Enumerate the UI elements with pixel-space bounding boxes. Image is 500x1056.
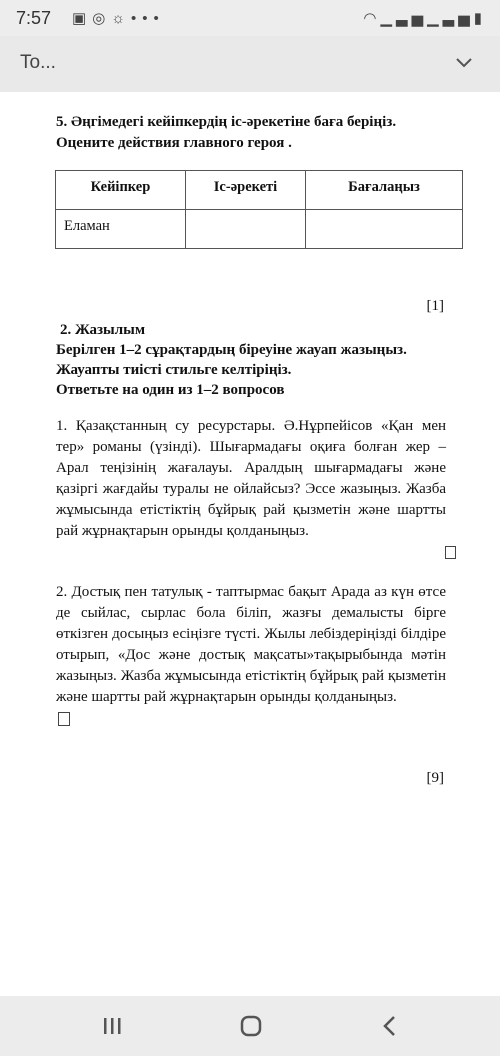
score-mark-1: [1] <box>426 298 444 314</box>
more-icon: ••• <box>131 10 165 27</box>
wifi-icon: ◠ <box>363 10 381 27</box>
question-5-kz: 5. Әңгімедегі кейіпкердің іс-әрекетіне баға беріңіз. <box>56 114 397 130</box>
app-bar-title: To... <box>20 52 56 73</box>
status-icons-left <box>72 9 165 27</box>
table-header-cell: Іс-әрекеті <box>186 171 306 210</box>
task-1-paragraph: 1. Қазақстанның су ресурстары. Ә.Нұрпейісов «Қан мен тер» романы (үзінді). Шығармадағы оқиға болған жер – Арал теңізінің жағалауы. Аралдың шығармадағы және қазіргі жағдайы туралы не ойлайсыз? Эссе жазыңыз. Жазба жұмысында етістіктің бұйрық рай қызметін және шартты рай жұрнақтарын орынды қолданыңыз. <box>56 418 446 539</box>
task-2-text: 2. Достық пен татулық - таптырмас бақыт Арада аз күн өтсе де сыйлас, сырлас бола біліп, жазғы демалысты бірге өткізген досыңыз есіңізге түсті. Жылы лебіздеріңізді білдіре отырып, «Дос және достық мақсаты»тақырыбында мәтін жазыңыз. Жазба жұмысында етістіктің бұйрық рай қызметін және шартты рай жұрнақтарын орынды қолданыңыз. <box>56 584 446 705</box>
section-2-header <box>56 320 456 400</box>
nav-bar <box>0 996 500 1056</box>
document-page <box>0 92 500 996</box>
table-row <box>56 210 463 249</box>
checkbox-icon <box>445 546 456 559</box>
evaluation-table <box>55 170 463 249</box>
section-2-instruction-ru: Ответьте на один из 1–2 вопросов <box>56 382 285 398</box>
question-5-ru: Оцените действия главного героя . <box>56 135 292 151</box>
weather-icon: ☼ <box>111 10 132 27</box>
section-2-instruction-kz-2: Жауапты тиісті стильге келтіріңіз. <box>56 362 292 378</box>
table-cell: Еламан <box>56 210 186 249</box>
status-bar <box>0 0 500 36</box>
home-icon[interactable] <box>237 1012 265 1040</box>
table-header-cell: Бағалаңыз <box>306 171 463 210</box>
chevron-down-icon[interactable] <box>454 52 474 72</box>
section-2-title: 2. Жазылым <box>60 322 146 338</box>
recent-apps-icon[interactable] <box>98 1012 126 1040</box>
app-bar <box>0 36 500 92</box>
signal-icon: ▁▃▅ <box>380 10 428 27</box>
checkbox-icon <box>58 712 70 726</box>
signal-icon: ▁▃▅ <box>427 10 474 27</box>
score-mark-2: [9] <box>426 770 444 786</box>
back-icon[interactable] <box>376 1012 404 1040</box>
status-icons-right <box>363 9 486 27</box>
table-cell <box>306 210 463 249</box>
table-header-cell: Кейіпкер <box>56 171 186 210</box>
section-2-instruction-kz-1: Берілген 1–2 сұрақтардың біреуіне жауап жазыңыз. <box>56 342 407 358</box>
battery-icon: ▮ <box>473 10 486 27</box>
question-5 <box>56 112 456 154</box>
whatsapp-icon: ◎ <box>92 10 112 27</box>
table-header-row <box>56 171 463 210</box>
gallery-icon: ▣ <box>72 10 93 27</box>
table-cell <box>186 210 306 249</box>
task-2-paragraph <box>56 582 446 729</box>
status-time: 7:57 <box>16 8 52 28</box>
